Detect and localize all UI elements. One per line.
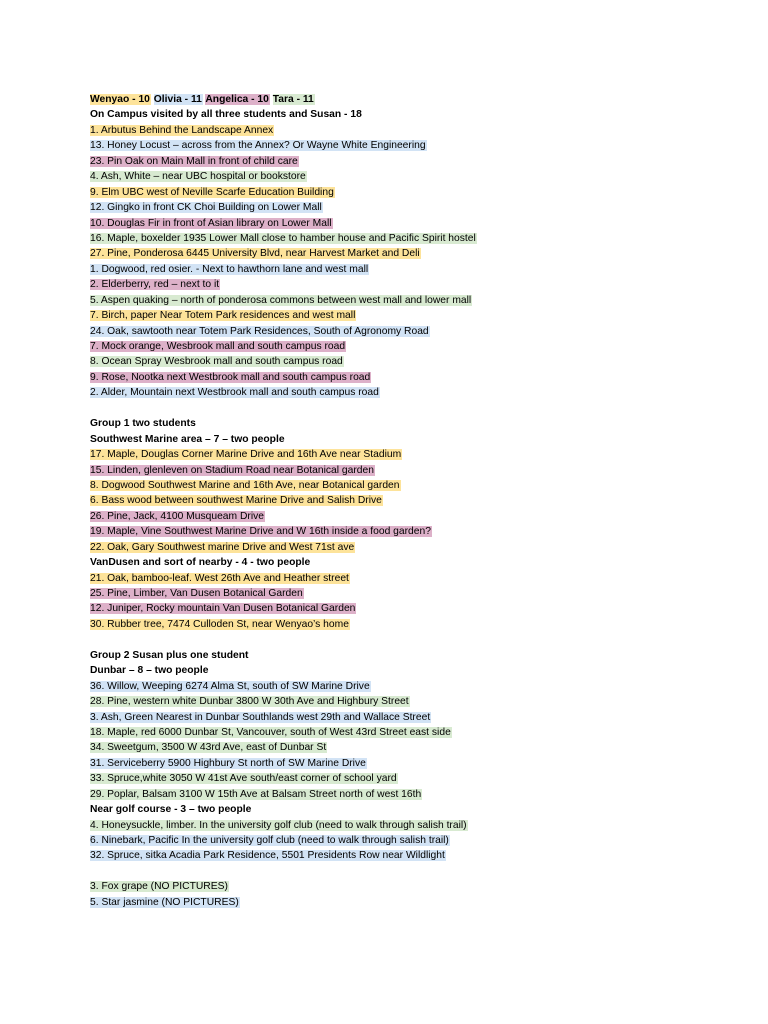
list-item-text: 9. Rose, Nootka next Westbrook mall and south campus road	[90, 371, 371, 383]
list-item-text: 1. Dogwood, red osier. - Next to hawthorn lane and west mall	[90, 263, 369, 275]
list-item	[90, 493, 750, 508]
subsection-heading	[90, 663, 750, 678]
list-item	[90, 246, 750, 261]
list-item-text: 9. Elm UBC west of Neville Scarfe Education Building	[90, 186, 334, 198]
list-item	[90, 818, 750, 833]
list-item	[90, 787, 750, 802]
list-item	[90, 571, 750, 586]
list-item-text: 6. Ninebark, Pacific In the university golf club (need to walk through salish trail)	[90, 835, 449, 846]
list-item-text: 23. Pin Oak on Main Mall in front of child care	[90, 155, 298, 167]
subsection-heading-text: Near golf course - 3 – two people	[90, 804, 252, 816]
list-item	[90, 771, 750, 786]
list-item	[90, 601, 750, 616]
subsection-heading-text: Dunbar – 8 – two people	[90, 665, 209, 677]
list-item	[90, 540, 750, 555]
list-item	[90, 293, 750, 308]
subsection-heading	[90, 555, 750, 570]
blank-line	[90, 632, 750, 647]
list-item-text: 22. Oak, Gary Southwest marine Drive and West 71st ave	[90, 541, 355, 553]
list-item	[90, 710, 750, 725]
list-item-text: 30. Rubber tree, 7474 Culloden St, near Wenyao’s home	[90, 618, 349, 630]
group-heading-text: Group 1 two students	[90, 418, 196, 430]
list-item	[90, 169, 750, 184]
student-legend	[90, 92, 750, 107]
list-item-text: 2. Elderberry, red – next to it	[90, 279, 220, 291]
list-item	[90, 308, 750, 323]
list-item-text: 5. Star jasmine (NO PICTURES)	[90, 896, 239, 908]
section-heading	[90, 107, 750, 122]
list-item-text: 8. Dogwood Southwest Marine and 16th Ave, near Botanical garden	[90, 479, 400, 491]
list-item	[90, 123, 750, 138]
blank-line	[90, 401, 750, 416]
list-item-text: 2. Alder, Mountain next Westbrook mall and south campus road	[90, 387, 379, 399]
list-item	[90, 679, 750, 694]
list-item-text: 13. Honey Locust – across from the Annex? Or Wayne White Engineering	[90, 140, 426, 152]
student-name: Wenyao - 10	[90, 94, 150, 105]
subsection-heading-text: Southwest Marine area – 7 – two people	[90, 433, 285, 445]
group-heading-text: Group 2 Susan plus one student	[90, 649, 249, 661]
list-item	[90, 879, 750, 894]
list-item	[90, 216, 750, 231]
subsection-heading	[90, 432, 750, 447]
list-item-text: 25. Pine, Limber, Van Dusen Botanical Garden	[90, 588, 303, 599]
list-item	[90, 370, 750, 385]
list-item	[90, 509, 750, 524]
list-item-text: 17. Maple, Douglas Corner Marine Drive and 16th Ave near Stadium	[90, 449, 402, 461]
list-item	[90, 339, 750, 354]
list-item-text: 16. Maple, boxelder 1935 Lower Mall close to hamber house and Pacific Spirit hostel	[90, 232, 476, 244]
list-item-text: 7. Mock orange, Wesbrook mall and south campus road	[90, 341, 346, 352]
list-item	[90, 478, 750, 493]
list-item-text: 3. Ash, Green Nearest in Dunbar Southlands west 29th and Wallace Street	[90, 711, 431, 723]
list-item	[90, 138, 750, 153]
list-item-text: 1. Arbutus Behind the Landscape Annex	[90, 124, 274, 136]
list-item	[90, 262, 750, 277]
list-item-text: 15. Linden, glenleven on Stadium Road near Botanical garden	[90, 464, 374, 476]
list-item-text: 18. Maple, red 6000 Dunbar St, Vancouver, south of West 43rd Street east side	[90, 726, 451, 738]
group-heading	[90, 416, 750, 431]
list-item	[90, 617, 750, 632]
list-item-text: 19. Maple, Vine Southwest Marine Drive and W 16th inside a food garden?	[90, 526, 431, 538]
list-item	[90, 231, 750, 246]
list-item	[90, 385, 750, 400]
list-item	[90, 447, 750, 462]
list-item	[90, 848, 750, 863]
list-item-text: 27. Pine, Ponderosa 6445 University Blvd, near Harvest Market and Deli	[90, 248, 420, 260]
list-item-text: 3. Fox grape (NO PICTURES)	[90, 881, 228, 893]
list-item	[90, 833, 750, 848]
list-item-text: 10. Douglas Fir in front of Asian library on Lower Mall	[90, 217, 332, 229]
list-item-text: 6. Bass wood between southwest Marine Drive and Salish Drive	[90, 495, 382, 507]
student-name: Tara - 11	[272, 94, 314, 105]
list-item-text: 33. Spruce,white 3050 W 41st Ave south/east corner of school yard	[90, 773, 397, 785]
student-name: Angelica - 10	[205, 94, 269, 105]
blank-line	[90, 864, 750, 879]
list-item-text: 24. Oak, sawtooth near Totem Park Residences, South of Agronomy Road	[90, 325, 429, 337]
list-item	[90, 277, 750, 292]
list-item-text: 12. Gingko in front CK Choi Building on Lower Mall	[90, 202, 322, 214]
list-item	[90, 200, 750, 215]
list-item	[90, 463, 750, 478]
list-item-text: 21. Oak, bamboo-leaf. West 26th Ave and Heather street	[90, 572, 349, 584]
list-item	[90, 586, 750, 601]
list-item-text: 32. Spruce, sitka Acadia Park Residence, 5501 Presidents Row near Wildlight	[90, 850, 445, 862]
list-item	[90, 740, 750, 755]
section-heading-text: On Campus visited by all three students and Susan - 18	[90, 109, 362, 121]
list-item	[90, 725, 750, 740]
list-item	[90, 524, 750, 539]
list-item-text: 26. Pine, Jack, 4100 Musqueam Drive	[90, 510, 264, 522]
list-item-text: 29. Poplar, Balsam 3100 W 15th Ave at Balsam Street north of west 16th	[90, 788, 422, 800]
list-item-text: 4. Honeysuckle, limber. In the university golf club (need to walk through salish trail)	[90, 819, 467, 831]
group-heading	[90, 648, 750, 663]
list-item-text: 5. Aspen quaking – north of ponderosa commons between west mall and lower mall	[90, 294, 472, 306]
list-item	[90, 756, 750, 771]
student-name: Olivia - 11	[153, 94, 202, 105]
list-item	[90, 185, 750, 200]
list-item-text: 28. Pine, western white Dunbar 3800 W 30th Ave and Highbury Street	[90, 696, 409, 708]
list-item-text: 31. Serviceberry 5900 Highbury St north of SW Marine Drive	[90, 757, 366, 769]
list-item	[90, 324, 750, 339]
list-item	[90, 895, 750, 910]
subsection-heading	[90, 802, 750, 817]
list-item	[90, 354, 750, 369]
list-item	[90, 694, 750, 709]
list-item-text: 34. Sweetgum, 3500 W 43rd Ave, east of Dunbar St	[90, 742, 327, 754]
list-item-text: 7. Birch, paper Near Totem Park residences and west mall	[90, 310, 356, 322]
list-item-text: 12. Juniper, Rocky mountain Van Dusen Botanical Garden	[90, 603, 356, 615]
subsection-heading-text: VanDusen and sort of nearby - 4 - two people	[90, 557, 311, 569]
list-item-text: 36. Willow, Weeping 6274 Alma St, south of SW Marine Drive	[90, 680, 370, 692]
list-item-text: 4. Ash, White – near UBC hospital or bookstore	[90, 171, 306, 183]
list-item	[90, 154, 750, 169]
document-body	[90, 92, 750, 910]
list-item-text: 8. Ocean Spray Wesbrook mall and south campus road	[90, 356, 343, 368]
